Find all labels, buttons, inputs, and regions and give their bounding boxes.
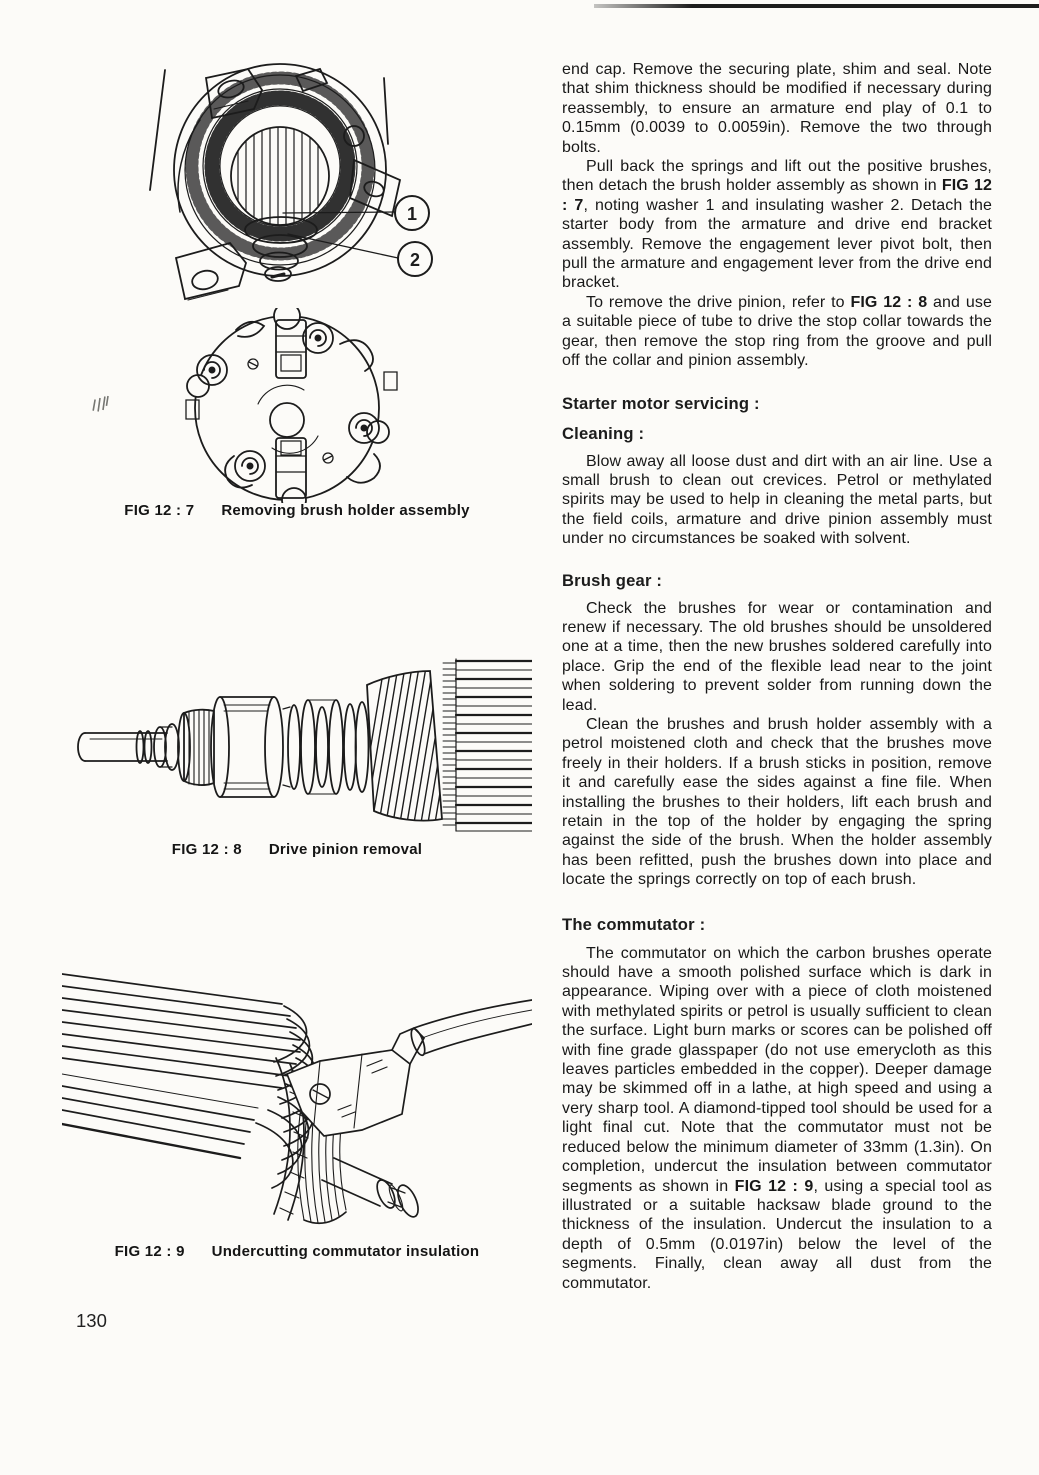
paragraph-text: The commutator on which the carbon brushes operate should have a smooth polished surface which is dark in appearance. Wiping over with a piece of cloth moistened with methylated spirits or petrol is usually sufficient to clean the surface. Light burn marks or scores can be polished off with fine grade glasspaper (do not use emerycloth as this leaves particles embedded in the copper). Deeper damage may be skimmed off in a lathe, at high speed and using a very sharp tool. A diamond-tipped tool should be used for a light final cut. Note that the commutator must not be reduced below the minimum diameter of 33mm (1.3in). On completion, undercut the insulation between commutator segments as shown in bbox=[562, 944, 992, 1195]
paragraph-brush-holder bbox=[562, 157, 992, 293]
paragraph-text: , using a special tool as illustrated or a suitable hacksaw blade ground to the thickness of the insulation. Undercut the insulation to a depth of 0.5mm (0.0197in) below the level of the segments. Finally, clean away all dust from the commutator. bbox=[562, 1177, 992, 1292]
fig-12-9-caption-label: FIG 12 : 9 bbox=[114, 1243, 185, 1260]
spring-cap-bottom-left bbox=[235, 451, 265, 481]
fig-12-7-drawing-end-view bbox=[148, 62, 468, 312]
paragraph-brush-check bbox=[562, 599, 992, 715]
fig-12-8-caption bbox=[62, 841, 532, 858]
subsection-heading-cleaning: Cleaning : bbox=[562, 423, 645, 443]
paragraph-text: , noting washer 1 and insulating washer 2. Detach the starter body from the armature and drive end bracket assembly. Remove the engagement lever pivot bolt, then pull the armature and engagement lever from the drive end bracket. bbox=[562, 196, 993, 292]
fig-12-9-drawing bbox=[62, 962, 532, 1240]
paragraph-text: Blow away all loose dust and dirt with an air line. Use a small brush to clean out crevices. Petrol or methylated spirits may be used to help in cleaning the metal parts, but the field coils, armature and drive pinion assembly must under no circumstances be soaked with solvent. bbox=[562, 452, 992, 548]
spring-cap-left bbox=[197, 355, 227, 385]
paragraph-text: and use a suitable piece of tube to drive the stop collar towards the gear, then remove the stop ring from the groove and pull off the collar and pinion assembly. bbox=[562, 293, 992, 370]
fig-12-9-caption bbox=[62, 1243, 532, 1260]
fig-12-8-drawing bbox=[62, 647, 532, 840]
paragraph-cleaning bbox=[562, 452, 992, 549]
fig-12-7-reference: FIG 12 : 7 bbox=[562, 177, 992, 214]
callout-1-label: 1 bbox=[406, 204, 418, 224]
paragraph-drive-pinion bbox=[562, 293, 992, 371]
paragraph-text: end cap. Remove the securing plate, shim and seal. Note that shim thickness should be modified if necessary during reassembly, to ensure an armature end play of 0.1 to 0.15mm (0.0039 to 0.0059in). Remove the two through bolts. bbox=[562, 61, 992, 156]
fig-12-9-reference: FIG 12 : 9 bbox=[734, 1177, 814, 1195]
text-column bbox=[562, 60, 992, 1293]
scan-smudge bbox=[85, 387, 117, 417]
page-number: 130 bbox=[76, 1310, 107, 1331]
paragraph-text: Pull back the springs and lift out the positive brushes, then detach the brush holder assembly as shown in bbox=[562, 158, 992, 195]
subsection-heading-commutator: The commutator : bbox=[562, 914, 706, 934]
fig-12-7-caption-label: FIG 12 : 7 bbox=[124, 502, 195, 519]
paragraph-text: To remove the drive pinion, refer to bbox=[586, 293, 851, 311]
page-top-rule bbox=[594, 4, 1039, 8]
section-heading-starter-motor-servicing: Starter motor servicing : bbox=[562, 393, 760, 413]
fig-12-7-caption-text: Removing brush holder assembly bbox=[221, 502, 470, 519]
fig-12-7-caption bbox=[62, 502, 532, 519]
paragraph-brush-clean bbox=[562, 715, 992, 890]
callout-2-label: 2 bbox=[409, 250, 421, 270]
paragraph-text: Clean the brushes and brush holder assembly with a petrol moistened cloth and check that the brushes move freely in their holders. If a brush sticks in position, remove it and carefully ease the sides against a fine file. When installing the brushes to their holders, lift each brush and retain in the top of the holder by engaging the spring against the side of the brush. When the holder assembly has been refitted, push the brushes down into place and locate the springs correctly on top of each brush. bbox=[562, 715, 992, 889]
fig-12-9-caption-text: Undercutting commutator insulation bbox=[211, 1243, 480, 1260]
fig-12-8-caption-text: Drive pinion removal bbox=[268, 841, 423, 858]
subsection-heading-brush-gear: Brush gear : bbox=[562, 570, 663, 590]
paragraph-text: Check the brushes for wear or contamination and renew if necessary. The old brushes should be unsoldered one at a time, then the new brushes soldered carefully into place. Grip the end of the flexible lead near to the joint when soldering to prevent solder from running down the lead. bbox=[562, 599, 992, 714]
paragraph-end-cap bbox=[562, 60, 992, 157]
paragraph-commutator bbox=[562, 944, 992, 1293]
fig-12-8-reference: FIG 12 : 8 bbox=[850, 293, 928, 311]
fig-12-7-drawing-brush-plate bbox=[178, 308, 443, 503]
spring-cap-top-right bbox=[303, 323, 333, 353]
fig-12-8-caption-label: FIG 12 : 8 bbox=[171, 841, 242, 858]
